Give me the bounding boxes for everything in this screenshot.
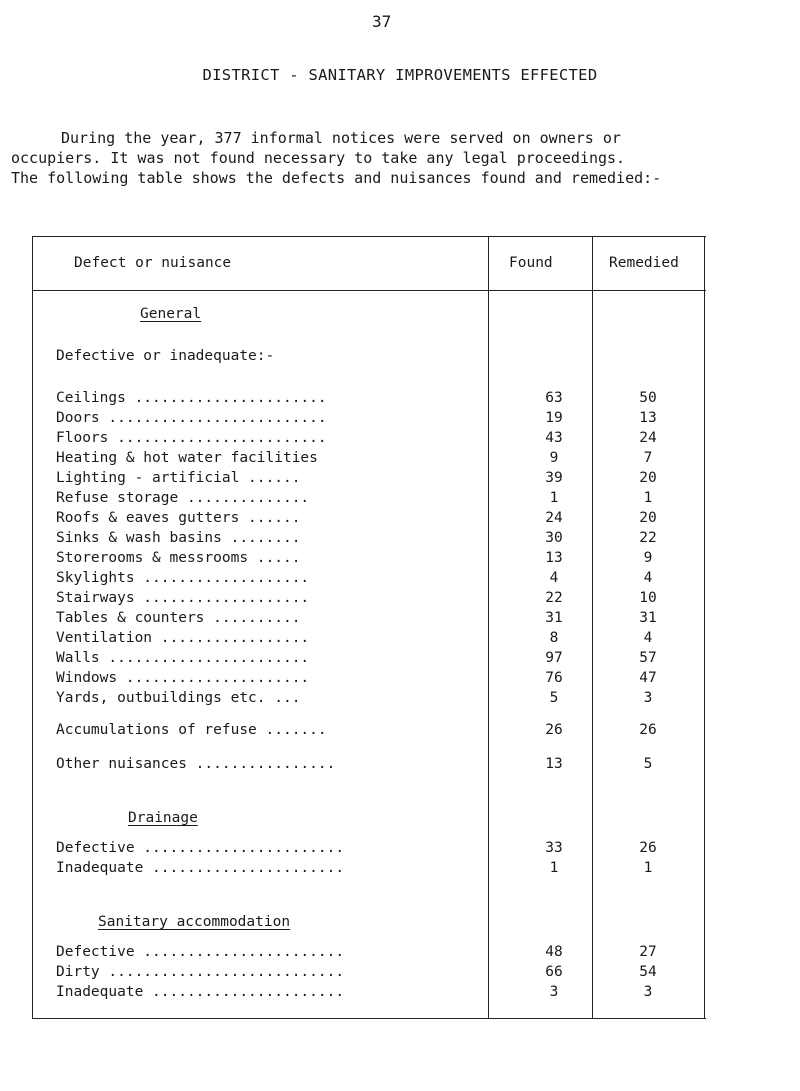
table-row <box>32 610 706 630</box>
section-title-drainage: Drainage <box>128 810 198 826</box>
table-row <box>32 964 706 984</box>
row-label: Heating & hot water facilities <box>56 450 318 466</box>
table-row-other-nuisances <box>32 756 706 776</box>
row-remedied: 10 <box>639 590 657 606</box>
row-found: 9 <box>549 450 559 466</box>
table-row <box>32 860 706 880</box>
row-found: 76 <box>545 670 563 686</box>
row-found: 43 <box>545 430 563 446</box>
row-found: 26 <box>545 722 563 738</box>
row-remedied: 26 <box>639 840 657 856</box>
table-row <box>32 590 706 610</box>
row-label: Doors ......................... <box>56 410 327 426</box>
row-remedied: 3 <box>643 690 653 706</box>
table-row <box>32 510 706 530</box>
column-header-remedied: Remedied <box>609 255 679 271</box>
row-label: Dirty ........................... <box>56 964 345 980</box>
intro-paragraph <box>11 128 800 188</box>
table-row <box>32 470 706 490</box>
row-remedied: 20 <box>639 470 657 486</box>
row-found: 5 <box>549 690 559 706</box>
row-label: Inadequate ...................... <box>56 860 345 876</box>
row-remedied: 1 <box>643 860 653 876</box>
row-label: Sinks & wash basins ........ <box>56 530 301 546</box>
row-label: Lighting - artificial ...... <box>56 470 301 486</box>
row-found: 31 <box>545 610 563 626</box>
header-divider <box>32 290 706 291</box>
row-remedied: 24 <box>639 430 657 446</box>
row-remedied: 9 <box>643 550 653 566</box>
row-remedied: 50 <box>639 390 657 406</box>
row-remedied: 4 <box>643 630 653 646</box>
row-label: Yards, outbuildings etc. ... <box>56 690 301 706</box>
row-found: 48 <box>545 944 563 960</box>
column-header-found: Found <box>509 255 553 271</box>
table-row <box>32 670 706 690</box>
page-number: 37 <box>372 12 392 31</box>
row-label: Walls ....................... <box>56 650 310 666</box>
table-row <box>32 650 706 670</box>
row-found: 30 <box>545 530 563 546</box>
table-row <box>32 984 706 1004</box>
page-title: DISTRICT - SANITARY IMPROVEMENTS EFFECTED <box>202 66 598 84</box>
row-label: Accumulations of refuse ....... <box>56 722 327 738</box>
row-remedied: 31 <box>639 610 657 626</box>
table-border-top <box>32 236 706 237</box>
general-subtitle: Defective or inadequate:- <box>56 348 275 364</box>
row-label: Defective ....................... <box>56 840 345 856</box>
row-remedied: 7 <box>643 450 653 466</box>
table-row <box>32 570 706 590</box>
row-label: Windows ..................... <box>56 670 310 686</box>
intro-line: During the year, 377 informal notices were served on owners or <box>61 129 621 147</box>
row-remedied: 26 <box>639 722 657 738</box>
column-header-defect: Defect or nuisance <box>74 255 232 271</box>
row-label: Inadequate ...................... <box>56 984 345 1000</box>
section-title-general: General <box>140 306 202 322</box>
defects-table <box>32 236 706 1019</box>
row-remedied: 13 <box>639 410 657 426</box>
row-found: 97 <box>545 650 563 666</box>
intro-line: The following table shows the defects and nuisances found and remedied:- <box>11 169 662 187</box>
section-title-sanitary: Sanitary accommodation <box>98 914 291 930</box>
table-row <box>32 390 706 410</box>
row-remedied: 20 <box>639 510 657 526</box>
row-found: 13 <box>545 756 563 772</box>
table-row <box>32 490 706 510</box>
table-row-accumulations <box>32 722 706 742</box>
row-remedied: 57 <box>639 650 657 666</box>
row-remedied: 5 <box>643 756 653 772</box>
row-found: 1 <box>549 860 559 876</box>
row-label: Tables & counters .......... <box>56 610 301 626</box>
row-found: 66 <box>545 964 563 980</box>
table-row <box>32 450 706 470</box>
table-row <box>32 430 706 450</box>
row-found: 4 <box>549 570 559 586</box>
row-remedied: 3 <box>643 984 653 1000</box>
row-found: 33 <box>545 840 563 856</box>
row-found: 39 <box>545 470 563 486</box>
row-found: 3 <box>549 984 559 1000</box>
row-label: Stairways ................... <box>56 590 310 606</box>
row-found: 19 <box>545 410 563 426</box>
row-remedied: 27 <box>639 944 657 960</box>
row-remedied: 4 <box>643 570 653 586</box>
table-border-bottom <box>32 1018 706 1019</box>
row-label: Storerooms & messrooms ..... <box>56 550 301 566</box>
row-remedied: 22 <box>639 530 657 546</box>
row-remedied: 1 <box>643 490 653 506</box>
table-row <box>32 410 706 430</box>
row-label: Skylights ................... <box>56 570 310 586</box>
row-found: 13 <box>545 550 563 566</box>
row-found: 22 <box>545 590 563 606</box>
table-row <box>32 944 706 964</box>
row-found: 63 <box>545 390 563 406</box>
row-label: Defective ....................... <box>56 944 345 960</box>
row-remedied: 47 <box>639 670 657 686</box>
row-found: 8 <box>549 630 559 646</box>
table-row <box>32 550 706 570</box>
intro-line: occupiers. It was not found necessary to take any legal proceedings. <box>11 149 626 167</box>
row-label: Ceilings ...................... <box>56 390 327 406</box>
table-row <box>32 630 706 650</box>
row-found: 24 <box>545 510 563 526</box>
row-label: Other nuisances ................ <box>56 756 336 772</box>
row-found: 1 <box>549 490 559 506</box>
table-row <box>32 840 706 860</box>
row-label: Refuse storage .............. <box>56 490 310 506</box>
table-row <box>32 690 706 710</box>
row-label: Floors ........................ <box>56 430 327 446</box>
row-label: Roofs & eaves gutters ...... <box>56 510 301 526</box>
table-row <box>32 530 706 550</box>
row-remedied: 54 <box>639 964 657 980</box>
row-label: Ventilation ................. <box>56 630 310 646</box>
